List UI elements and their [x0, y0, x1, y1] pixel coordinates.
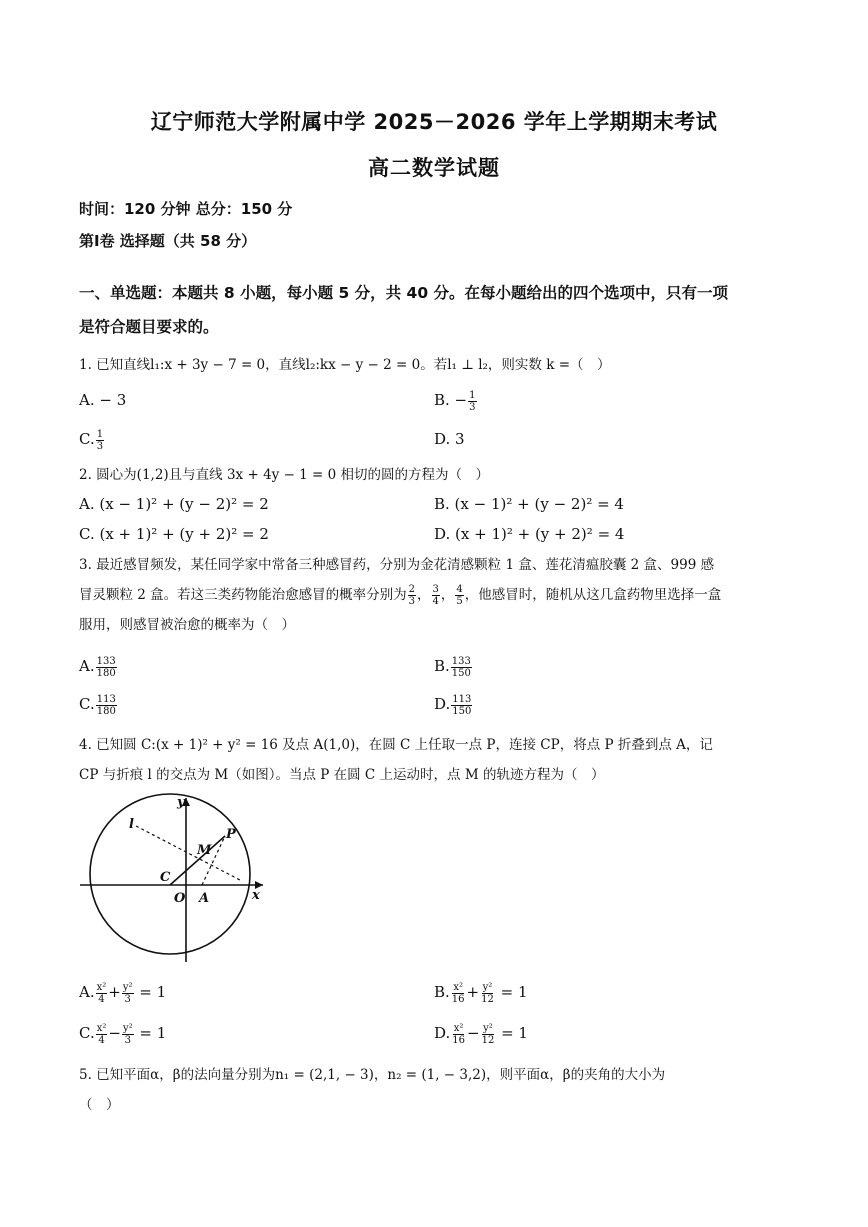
q5-line-1: 5. 已知平面α，β的法向量分别为n₁ = (2,1, − 3)，n₂ = (1, − 3,2)，则平面α，β的夹角的大小为: [79, 1067, 666, 1083]
question-4-stem: [79, 730, 791, 790]
fraction-denominator: 3: [124, 993, 131, 1005]
fraction-denominator: 12: [481, 1034, 495, 1046]
label-y: y: [177, 795, 185, 810]
label-o: O: [174, 891, 186, 906]
q3-prob-1: [408, 584, 416, 607]
fraction-denominator: 150: [452, 705, 472, 717]
q1-option-b-fraction: [468, 390, 476, 413]
q3-line-2: 冒灵颗粒 2 盒。若这三类药物能治愈感冒的概率分别为 $\frac{2}{3}$ ， $\frac{3}{4}$ ， $\frac{4}{5}$ ，他感冒时，随机从这几盒药物里选择一盒: [79, 584, 722, 607]
equation-rhs: = 1: [139, 983, 167, 1001]
q4-line-2: CP 与折痕 l 的交点为 M（如图）。当点 P 在圆 C 上运动时，点 M 的轨迹方程为（ ）: [79, 767, 605, 783]
fraction-y: [481, 1023, 496, 1046]
q3-line-3: 服用，则感冒被治愈的概率为（ ）: [79, 617, 295, 633]
time-info: 时间：120 分钟 总分：150 分: [79, 200, 293, 218]
exam-title: 辽宁师范大学附属中学 2025－2026 学年上学期期末考试: [150, 110, 718, 134]
fraction-denominator: 3: [469, 401, 476, 413]
q5-line-2: （ ）: [79, 1097, 120, 1113]
label-m: M: [197, 843, 212, 858]
q1-option-d: D. 3: [434, 430, 465, 448]
q4-option-c: [79, 1021, 166, 1046]
fraction-numerator: x²: [96, 1022, 107, 1034]
fraction-denominator: 16: [452, 1034, 465, 1046]
q1-option-a: A. − 3: [79, 391, 127, 409]
question-1-stem: 1. 已知直线l₁:x + 3y − 7 = 0，直线l₂:kx − y − 2 = 0。若l₁ ⊥ l₂，则实数 k =（ ）: [79, 357, 611, 373]
equation-rhs: = 1: [501, 1024, 528, 1042]
fraction-denominator: 3: [408, 596, 416, 607]
q4-circle-figure: [80, 792, 270, 964]
fraction-numerator: 133: [451, 655, 471, 667]
option-label: B.: [434, 983, 450, 1001]
fraction-numerator: y²: [122, 981, 133, 993]
label-l: l: [129, 817, 134, 832]
fraction-denominator: 3: [124, 1034, 131, 1046]
part-title: 第Ⅰ卷 选择题（共 58 分）: [79, 232, 257, 250]
fold-line-l: [136, 826, 240, 880]
q3-line-2-text: 冒灵颗粒 2 盒。若这三类药物能治愈感冒的概率分别为: [79, 587, 407, 603]
q3-option-d-fraction: [451, 694, 472, 717]
q3-option-c-fraction: [96, 694, 117, 717]
option-label: C.: [79, 1024, 95, 1042]
fraction-x: [451, 1023, 466, 1046]
q3-option-b-fraction: [451, 656, 472, 679]
q2-option-c: C. (x + 1)² + (y + 2)² = 2: [79, 525, 269, 543]
equation-rhs: = 1: [139, 1024, 167, 1042]
q3-option-a: [79, 654, 118, 679]
fraction-x: [451, 982, 466, 1005]
section-line-1: 一、单选题：本题共 8 小题，每小题 5 分，共 40 分。在每小题给出的四个选项中，只有一项: [79, 284, 729, 302]
q3-prob-3: [455, 584, 463, 607]
label-p: P: [226, 827, 236, 842]
fraction-y: [122, 982, 134, 1005]
operator: −: [467, 1024, 480, 1042]
label-c: C: [160, 870, 171, 885]
q4-option-a: [79, 980, 166, 1005]
section-line-2: 是符合题目要求的。: [79, 318, 219, 336]
q1-option-c-fraction: [96, 429, 104, 452]
fraction-x: [96, 982, 108, 1005]
option-label: D.: [434, 1024, 451, 1042]
fraction-numerator: y²: [122, 1022, 133, 1034]
option-label: C.: [79, 695, 95, 713]
q3-prob-2: [432, 584, 440, 607]
fraction-numerator: 113: [96, 693, 116, 705]
operator: −: [108, 1024, 121, 1042]
fraction-numerator: 4: [456, 584, 463, 595]
operator: +: [108, 983, 121, 1001]
q3-option-d: [434, 692, 473, 717]
q4-option-d: [434, 1021, 528, 1046]
q3-option-b: [434, 654, 473, 679]
q4-line-1: 4. 已知圆 C:(x + 1)² + y² = 16 及点 A(1,0)，在圆 C 上任取一点 P，连接 CP，将点 P 折叠到点 A，记: [79, 737, 713, 753]
q1-option-c-label: C.: [79, 430, 95, 448]
fraction-numerator: 1: [96, 428, 104, 440]
q2-option-a: A. (x − 1)² + (y − 2)² = 2: [79, 495, 269, 513]
q4-option-b: [434, 980, 528, 1005]
q1-option-c: [79, 427, 105, 452]
fraction-numerator: x²: [453, 981, 463, 993]
section-instructions: [79, 276, 791, 344]
exam-subtitle: 高二数学试题: [368, 156, 500, 180]
option-label: D.: [434, 695, 451, 713]
question-2-stem: 2. 圆心为(1,2)且与直线 3x + 4y − 1 = 0 相切的圆的方程为（ ）: [79, 467, 490, 483]
fraction-denominator: 150: [451, 667, 471, 679]
fraction-denominator: 12: [481, 993, 494, 1005]
option-label: A.: [79, 657, 95, 675]
operator: +: [466, 983, 480, 1001]
q3-line-1: 3. 最近感冒频发，某任同学家中常备三种感冒药，分别为金花清感颗粒 1 盒、莲花清瘟胶囊 2 盒、999 感: [79, 557, 715, 573]
fraction-numerator: 133: [96, 655, 116, 667]
fraction-y: [122, 1023, 134, 1046]
q2-option-b: B. (x − 1)² + (y − 2)² = 4: [434, 495, 624, 513]
fraction-denominator: 4: [98, 993, 105, 1005]
label-x: x: [252, 888, 260, 903]
fraction-denominator: 180: [96, 667, 116, 679]
q3-option-c: [79, 692, 118, 717]
fraction-numerator: 113: [452, 693, 472, 705]
fraction-numerator: 2: [408, 584, 416, 595]
fraction-y: [480, 982, 495, 1005]
fraction-denominator: 16: [451, 993, 465, 1005]
label-a: A: [199, 891, 210, 906]
fraction-numerator: 3: [432, 584, 439, 595]
fraction-numerator: x²: [96, 981, 107, 993]
equation-rhs: = 1: [500, 983, 528, 1001]
option-label: A.: [79, 983, 95, 1001]
fraction-x: [96, 1023, 108, 1046]
fraction-denominator: 4: [98, 1034, 105, 1046]
q3-option-a-fraction: [96, 656, 117, 679]
q3-line-2-tail: ，他感冒时，随机从这几盒药物里选择一盒: [464, 587, 722, 603]
fraction-denominator: 4: [432, 596, 439, 607]
fraction-numerator: x²: [453, 1022, 464, 1034]
fraction-numerator: 1: [469, 389, 476, 401]
option-label: B.: [434, 657, 450, 675]
fraction-denominator: 3: [96, 440, 104, 452]
q1-option-b: [434, 388, 478, 413]
question-5-stem: [79, 1060, 791, 1120]
fraction-numerator: y²: [483, 1022, 493, 1034]
fraction-denominator: 180: [96, 705, 116, 717]
question-3-stem: [79, 550, 791, 640]
q2-option-d: D. (x + 1)² + (y + 2)² = 4: [434, 525, 625, 543]
fraction-numerator: y²: [482, 981, 493, 993]
fraction-denominator: 5: [456, 596, 463, 607]
q1-option-b-label: B. −: [434, 391, 468, 409]
